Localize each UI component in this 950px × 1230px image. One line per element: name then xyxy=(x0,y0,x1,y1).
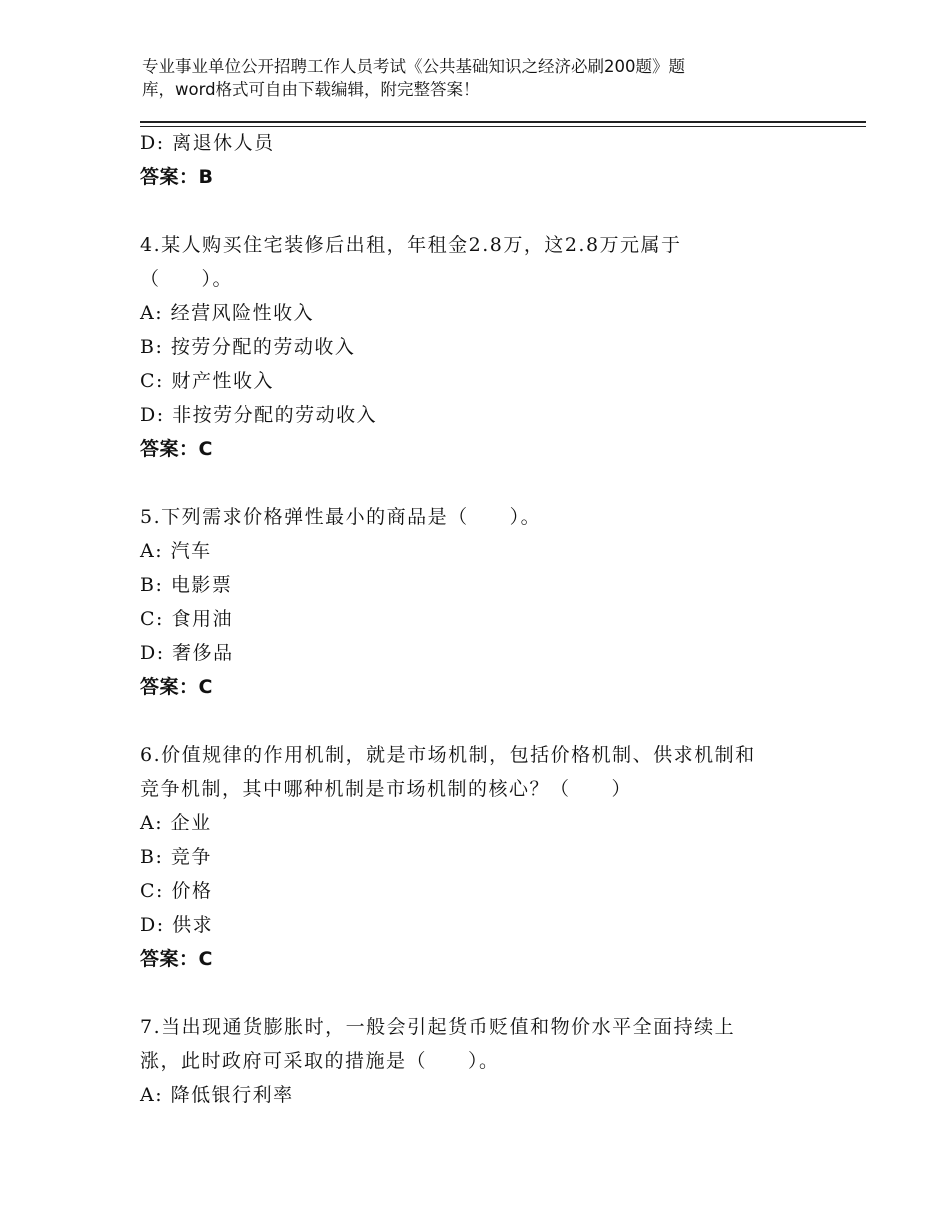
option-b: B: 电影票 xyxy=(140,574,233,596)
option-a: A: 企业 xyxy=(140,812,212,834)
answer-label: 答案：C xyxy=(140,676,213,698)
option-a: A: 降低银行利率 xyxy=(140,1084,294,1106)
answer-label: 答案：B xyxy=(140,166,214,188)
question-stem: 5.下列需求价格弹性最小的商品是（ ）。 xyxy=(140,506,542,528)
question-5 xyxy=(140,500,830,704)
question-stem: 6.价值规律的作用机制，就是市场机制，包括价格机制、供求机制和 xyxy=(140,744,756,766)
option-b: B: 竞争 xyxy=(140,846,212,868)
question-6 xyxy=(140,738,830,976)
option-a: A: 汽车 xyxy=(140,540,212,562)
question-7 xyxy=(140,1010,830,1112)
option-c: C: 食用油 xyxy=(140,608,233,630)
document-header xyxy=(142,55,782,101)
option-c: C: 价格 xyxy=(140,880,213,902)
header-line-2: 库，word格式可自由下载编辑，附完整答案！ xyxy=(142,80,480,99)
spacer xyxy=(140,466,830,500)
question-stem: 4.某人购买住宅装修后出租，年租金2.8万，这2.8万元属于 xyxy=(140,234,682,256)
option-a: A: 经营风险性收入 xyxy=(140,302,315,324)
option-d: D: 离退休人员 xyxy=(140,132,275,154)
answer-label: 答案：C xyxy=(140,948,213,970)
question-stem-continued: 竞争机制，其中哪种机制是市场机制的核心？（ ） xyxy=(140,778,633,800)
spacer xyxy=(140,976,830,1010)
question-list xyxy=(140,126,830,1112)
option-d: D: 供求 xyxy=(140,914,214,936)
option-d: D: 非按劳分配的劳动收入 xyxy=(140,404,378,426)
spacer xyxy=(140,194,830,228)
option-b: B: 按劳分配的劳动收入 xyxy=(140,336,356,358)
answer-label: 答案：C xyxy=(140,438,213,460)
option-d: D: 奢侈品 xyxy=(140,642,234,664)
spacer xyxy=(140,704,830,738)
question-stem-continued: （ ）。 xyxy=(140,268,234,290)
question-4 xyxy=(140,228,830,466)
question-stem: 7.当出现通货膨胀时，一般会引起货币贬值和物价水平全面持续上 xyxy=(140,1016,736,1038)
question-stem-continued: 涨，此时政府可采取的措施是（ ）。 xyxy=(140,1050,500,1072)
header-line-1: 专业事业单位公开招聘工作人员考试《公共基础知识之经济必刷200题》题 xyxy=(142,57,685,76)
option-c: C: 财产性收入 xyxy=(140,370,274,392)
question-3-tail xyxy=(140,126,830,194)
header-divider-thick xyxy=(140,121,866,123)
